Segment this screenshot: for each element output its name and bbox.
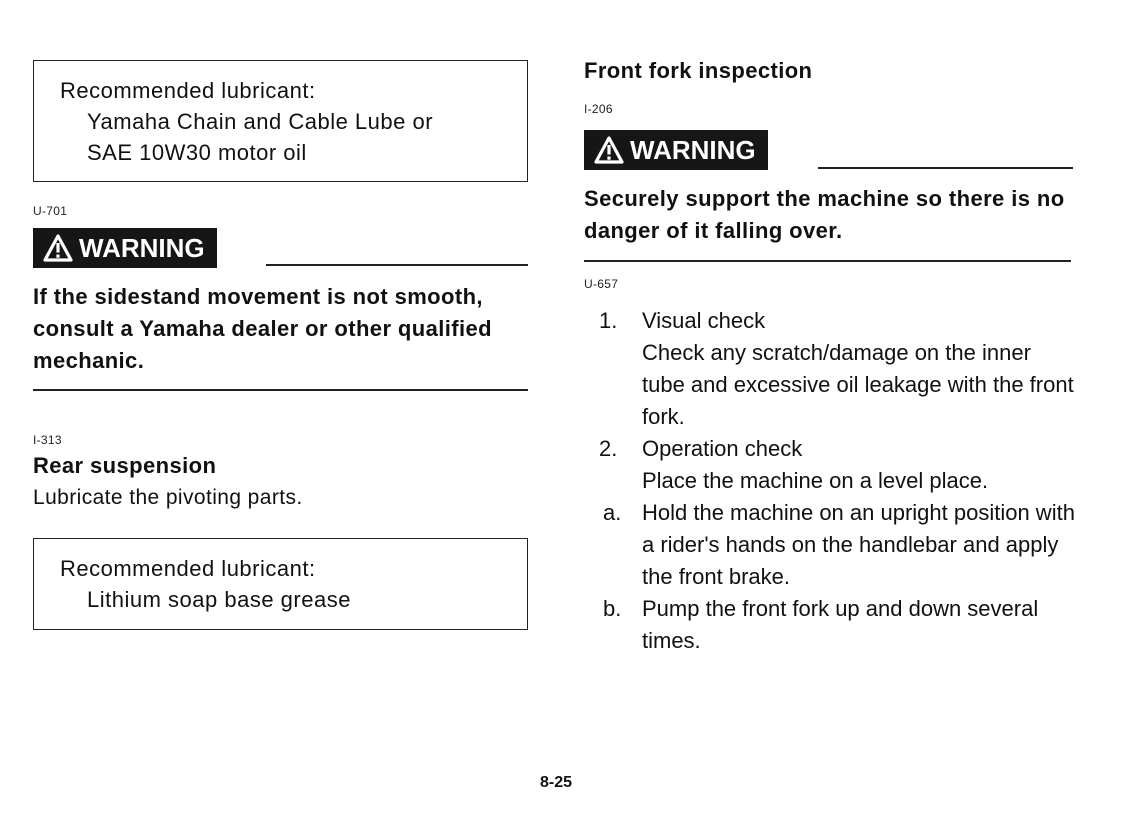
lubricant-box-chain [33, 60, 528, 182]
list-marker: a. [603, 500, 622, 525]
list-item [584, 593, 1076, 657]
warning-bottom-rule [584, 260, 1071, 262]
step-body: Pump the front fork up and down several times. [642, 596, 1039, 653]
section-code: I-206 [584, 102, 613, 116]
section-heading: Front fork inspection [584, 58, 813, 83]
warning-triangle-icon [43, 234, 73, 262]
section-text: Lubricate the pivoting parts. [33, 486, 303, 509]
lubricant-box-grease [33, 538, 528, 630]
section-code: U-701 [33, 204, 68, 218]
section-code: I-313 [33, 433, 62, 447]
lubricant-value: Lithium soap base grease [87, 587, 351, 612]
step-title: Visual check [642, 308, 766, 333]
warning-text: If the sidestand movement is not smooth, consult a Yamaha dealer or other qualified mechanic. [33, 284, 492, 373]
warning-badge [33, 228, 217, 268]
warning-text: Securely support the machine so there is no danger of it falling over. [584, 186, 1065, 243]
step-body: Place the machine on a level place. [642, 468, 989, 493]
warning-header-rule [266, 264, 528, 266]
warning-badge [584, 130, 768, 170]
step-title: Operation check [642, 436, 803, 461]
inspection-steps [584, 305, 1076, 657]
lubricant-value-1: Yamaha Chain and Cable Lube or [87, 109, 434, 134]
step-body: Hold the machine on an upright position with a rider's hands on the handlebar and apply the front brake. [642, 500, 1075, 589]
section-heading: Rear suspension [33, 453, 217, 478]
warning-triangle-icon [594, 136, 624, 164]
section-code: U-657 [584, 277, 619, 291]
lubricant-value-2: SAE 10W30 motor oil [87, 140, 307, 165]
list-item [584, 305, 1076, 433]
list-marker: 1. [599, 308, 618, 333]
lubricant-label: Recommended lubricant: [60, 556, 316, 581]
warning-label: WARNING [630, 135, 756, 165]
page-number: 8-25 [540, 774, 573, 791]
list-marker: b. [603, 596, 622, 621]
lubricant-label: Recommended lubricant: [60, 78, 316, 103]
warning-header-rule [818, 167, 1073, 169]
list-item [584, 497, 1076, 593]
warning-label: WARNING [79, 233, 205, 263]
list-marker: 2. [599, 436, 618, 461]
warning-bottom-rule [33, 389, 528, 391]
step-body: Check any scratch/damage on the inner tube and excessive oil leakage with the front fork. [642, 340, 1074, 429]
list-item [584, 433, 1076, 497]
